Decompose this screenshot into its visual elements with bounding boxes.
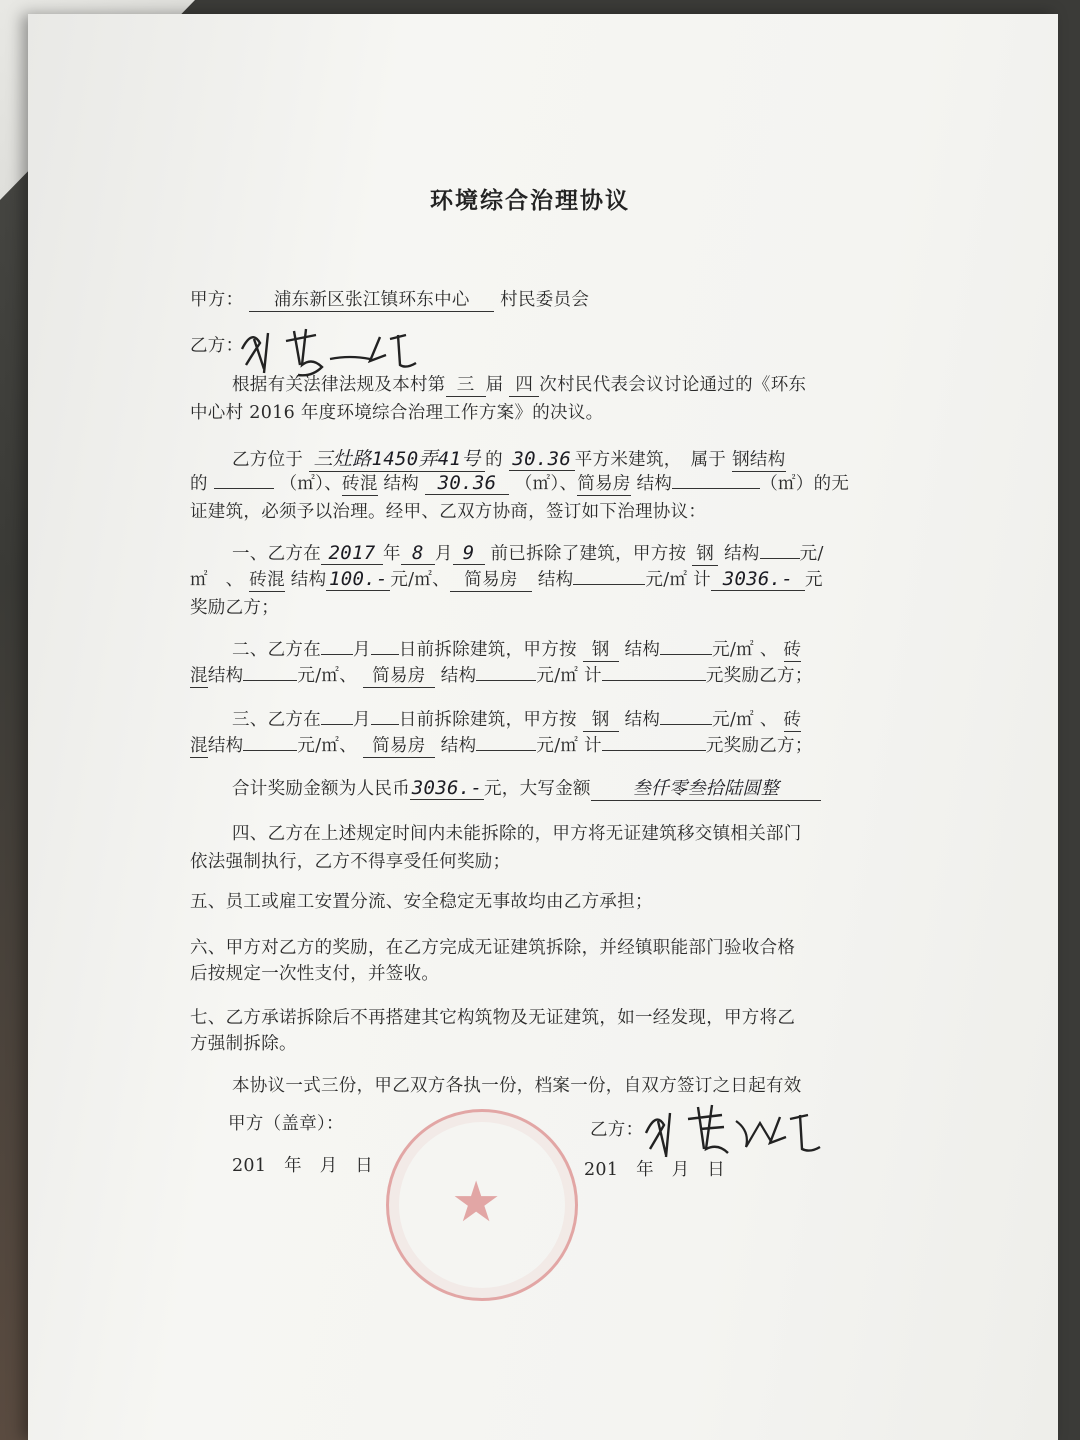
brick-label: 砖混 <box>342 470 378 496</box>
total-text-b: 元，大写金额 <box>484 779 591 799</box>
location-line-3: 证建筑，必须予以治理。经甲、乙双方协商，签订如下治理协议： <box>190 502 707 522</box>
clause-3-simple-house: 简易房 <box>363 732 435 758</box>
total-text-a: 合计奖励金额为人民币 <box>232 779 410 799</box>
clause-5: 五、员工或雇工安置分流、安全稳定无事故均由乙方承担； <box>190 892 653 912</box>
clause-1-line-1 <box>232 540 824 566</box>
clause-1-line-2 <box>190 566 823 592</box>
clause-1-steel: 钢 <box>692 540 718 566</box>
brick-area-value: 30.36 <box>425 472 509 495</box>
party-a-name: 浦东新区张江镇环东中心 <box>249 286 494 312</box>
area-value: 30.36 <box>509 448 575 471</box>
address-value: 三灶路1450弄41号 <box>309 444 485 472</box>
party-b-date: 201 年 月 日 <box>584 1160 726 1180</box>
clause-2-text-j: 结构 <box>440 666 477 686</box>
clause-4-line-2: 依法强制执行，乙方不得享受任何奖励； <box>190 852 511 872</box>
clause-2-text-c: 日前拆除建筑，甲方按 <box>398 640 577 660</box>
clause-3-text-i: 元/㎡、 <box>297 736 358 756</box>
clause-2-text-l: 元奖励乙方； <box>705 666 813 686</box>
clause-4-line-1: 四、乙方在上述规定时间内未能拆除的，甲方将无证建筑移交镇相关部门 <box>232 824 802 844</box>
clause-2-text-b: 月 <box>353 640 371 660</box>
location-text-4: 的 <box>190 474 208 494</box>
clause-1-text-a: 一、乙方在 <box>232 544 321 564</box>
location-text-1: 乙方位于 <box>232 450 304 470</box>
clause-1-simple-house: 简易房 <box>450 566 532 592</box>
clause-1-text-b: 年 <box>383 544 401 564</box>
clause-1-brick-rate: 100.- <box>326 568 390 591</box>
total-amount-words: 叁仟零叁拾陆圆整 <box>591 774 821 801</box>
location-line-2 <box>190 470 849 496</box>
intro-text-b: 届 <box>485 375 504 395</box>
clause-3-text-j: 结构 <box>440 736 477 756</box>
clause-1-line-3: 奖励乙方； <box>190 598 279 618</box>
location-text-3: 平方米建筑， 属于 <box>574 450 727 470</box>
clause-7-line-1: 七、乙方承诺拆除后不再搭建其它构筑物及无证建筑，如一经发现，甲方将乙 <box>190 1008 796 1028</box>
clause-1-text-g: ㎡ 、 <box>190 570 244 590</box>
location-line-1 <box>232 444 786 472</box>
clause-3-line-1 <box>232 706 801 732</box>
clause-3-text-c: 日前拆除建筑，甲方按 <box>398 710 577 730</box>
party-b-sign-label: 乙方： <box>590 1120 644 1140</box>
meeting-number: 四 <box>509 371 539 397</box>
clause-3-steel: 钢 <box>583 706 619 732</box>
clause-1-text-j: 结构 <box>537 570 574 590</box>
clause-2-text-a: 二、乙方在 <box>232 640 321 660</box>
party-a-line <box>190 286 589 312</box>
clause-2-line-1 <box>232 636 801 662</box>
clause-2-text-e: 元/㎡ 、 <box>712 640 778 660</box>
steel-structure-label: 钢结构 <box>732 446 785 472</box>
document-title: 环境综合治理协议 <box>430 188 630 214</box>
clause-3-text-h: 结构 <box>207 736 244 756</box>
location-text-5: （㎡）、 <box>279 474 343 494</box>
total-line <box>232 774 821 801</box>
clause-2-text-h: 结构 <box>207 666 244 686</box>
intro-line-1 <box>232 371 806 397</box>
location-text-2: 的 <box>485 450 503 470</box>
clause-1-month: 8 <box>401 542 435 565</box>
party-a-label: 甲方： <box>190 290 244 310</box>
clause-1-total: 3036.- <box>711 568 805 591</box>
location-text-8: 结构 <box>636 474 673 494</box>
clause-2-text-d: 结构 <box>624 640 661 660</box>
clause-7-line-2: 方强制拆除。 <box>190 1034 297 1054</box>
clause-3-text-b: 月 <box>353 710 371 730</box>
location-text-9: （㎡）的无 <box>760 474 850 494</box>
clause-2-brick-char: 砖 <box>784 636 802 662</box>
clause-1-day: 9 <box>453 542 485 565</box>
seal-star-icon: ★ <box>451 1170 502 1235</box>
location-text-7: （㎡）、 <box>514 474 578 494</box>
clause-1-year: 2017 <box>321 542 383 565</box>
document-page <box>28 14 1058 1440</box>
clause-3-text-d: 结构 <box>624 710 661 730</box>
party-a-suffix: 村民委员会 <box>500 290 590 310</box>
closing-clause: 本协议一式三份，甲乙双方各执一份，档案一份，自双方签订之日起有效 <box>232 1076 802 1096</box>
session-number: 三 <box>446 371 486 397</box>
intro-text-c: 次村民代表会议讨论通过的《环东 <box>539 375 807 395</box>
clause-3-mixed-char: 混 <box>190 732 208 758</box>
clause-6-line-1: 六、甲方对乙方的奖励，在乙方完成无证建筑拆除，并经镇职能部门验收合格 <box>190 938 796 958</box>
clause-3-text-a: 三、乙方在 <box>232 710 321 730</box>
simple-house-label: 简易房 <box>577 470 630 496</box>
clause-3-text-e: 元/㎡ 、 <box>712 710 778 730</box>
official-seal <box>386 1109 578 1301</box>
clause-1-text-d: 前已拆除了建筑，甲方按 <box>490 544 687 564</box>
clause-3-line-2 <box>190 732 813 758</box>
clause-1-text-c: 月 <box>434 544 453 564</box>
clause-1-text-i: 元/㎡、 <box>390 570 450 590</box>
clause-1-text-l: 元 <box>804 570 823 590</box>
party-a-seal-label: 甲方（盖章）： <box>228 1114 344 1134</box>
clause-1-text-h: 结构 <box>290 570 327 590</box>
clause-6-line-2: 后按规定一次性支付，并签收。 <box>190 964 440 984</box>
location-text-6: 结构 <box>383 474 420 494</box>
clause-2-line-2 <box>190 662 813 688</box>
clause-1-brick: 砖混 <box>249 566 285 592</box>
clause-3-text-l: 元奖励乙方； <box>705 736 813 756</box>
intro-line-2: 中心村 2016 年度环境综合治理工作方案》的决议。 <box>190 403 604 423</box>
clause-1-text-k: 元/㎡ 计 <box>645 570 711 590</box>
clause-2-mixed-char: 混 <box>190 662 208 688</box>
clause-1-text-f: 元/ <box>799 544 824 564</box>
clause-2-text-i: 元/㎡、 <box>297 666 358 686</box>
party-b-label: 乙方： <box>190 336 244 356</box>
clause-3-text-k: 元/㎡ 计 <box>536 736 602 756</box>
total-amount: 3036.- <box>411 777 483 799</box>
clause-2-simple-house: 简易房 <box>363 662 435 688</box>
intro-text-a: 根据有关法律法规及本村第 <box>232 375 446 395</box>
clause-2-text-k: 元/㎡ 计 <box>536 666 602 686</box>
party-a-date: 201 年 月 日 <box>232 1156 374 1176</box>
clause-1-text-e: 结构 <box>724 544 760 564</box>
clause-2-steel: 钢 <box>583 636 619 662</box>
clause-3-brick-char: 砖 <box>784 706 802 732</box>
party-b-signature-top <box>234 319 434 379</box>
